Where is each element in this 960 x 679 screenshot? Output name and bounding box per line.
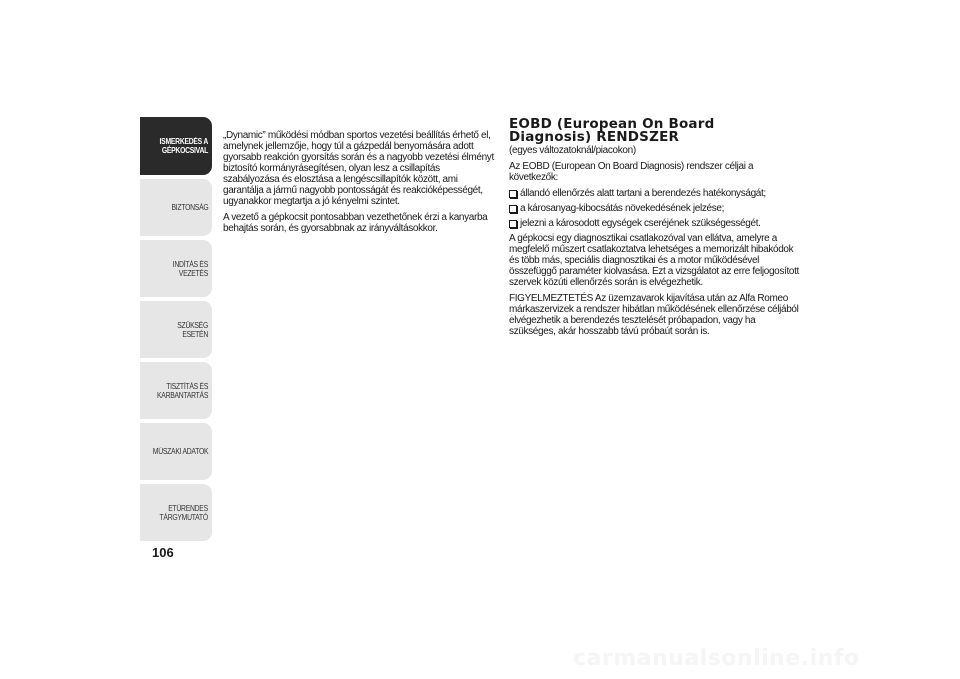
tab-ismerkedes[interactable]	[140, 117, 212, 175]
tab-label: INDÍTÁS ÉS VEZETÉS	[172, 259, 208, 278]
section-subtitle: (egyes változatoknál/piacokon)	[509, 145, 636, 156]
list-item-text: állandó ellenőrzés alatt tartani a berendezés hatékonyságát;	[520, 188, 766, 199]
dynamic-mode-paragraph: „Dynamic” működési módban sportos vezetési beállítás érhető el, amelynek jellemzője, hogy túl a gázpedál benyomására adott gyorsabb reakción gyorsítás során és a nagyobb vezetési élményt biztosító kormányrásegítésen, olyan lesz a csillapítás szabályozása és elosztása a lengéscsillapítók között, ami garantálja a jármű nagyobb pontosságát és reakcióképességét, ugyanakkor megtartja a jó kényelmi szintet.	[223, 130, 494, 207]
right-column	[509, 118, 799, 342]
tab-label: TISZTÍTÁS ÉS KARBANTARTÁS	[156, 381, 208, 400]
list-item	[509, 218, 799, 229]
chapter-tabs	[140, 117, 212, 545]
checkbox-bullet-icon	[509, 190, 517, 198]
tab-tisztitas-es-karbantartas[interactable]	[140, 362, 212, 419]
section-heading: EOBD (European On Board Diagnosis) RENDSZER	[509, 116, 715, 145]
driver-feel-paragraph: A vezető a gépkocsit pontosabban vezethetőnek érzi a kanyarba behajtás során, és gyorsabbnak az irányváltásokkor.	[223, 212, 488, 234]
tab-label: MŰSZAKI ADATOK	[152, 447, 208, 456]
list-item-text: jelezni a károsodott egységek cseréjének szükségességét.	[520, 218, 761, 229]
diagnostic-connector-paragraph: A gépkocsi egy diagnosztikai csatlakozóval van ellátva, amelyre a megfelelő műszert csatlakoztatva lehetséges a memorizált hibakódok és több más, speciális diagnosztikai és a motor működésével összefüggő paraméter kiolvasása. Ezt a vizsgálatot az erre feljogosított szervek közúti ellenőrzés során is elvégezhetik.	[509, 233, 799, 288]
list-item	[509, 203, 799, 214]
tab-biztonsag[interactable]	[140, 179, 212, 236]
tab-label: SZÜKSÉG ESETÉN	[177, 320, 208, 339]
tab-inditas-es-vezetes[interactable]	[140, 240, 212, 297]
tab-label: ISMERKEDÉS A GÉPKOCSIVAL	[159, 137, 208, 155]
tab-targymutato[interactable]	[140, 484, 212, 541]
list-item-text: a károsanyag-kibocsátás növekedésének jelzése;	[520, 203, 725, 214]
page-number: 106	[152, 545, 174, 560]
tab-szukseg-eseten[interactable]	[140, 301, 212, 358]
tab-label: BIZTONSÁG	[171, 203, 208, 212]
tab-muszaki-adatok[interactable]	[140, 423, 212, 480]
checkbox-bullet-icon	[509, 205, 517, 213]
warning-paragraph: FIGYELMEZTETÉS Az üzemzavarok kijavítása után az Alfa Romeo márkaszervizek a rendszer hibátlan működésének ellenőrzése céljából elvégezhetik a berendezés tesztelését próbapadon, vagy ha szükséges, akár hosszabb távú próbaút során is.	[509, 293, 799, 337]
left-column	[223, 130, 498, 239]
tab-label: ETŰRENDES TÁRGYMUTATÓ	[159, 503, 208, 522]
checkbox-bullet-icon	[509, 220, 517, 228]
watermark: carmanualsonline.info	[573, 646, 860, 671]
list-item	[509, 188, 799, 199]
intro-paragraph: Az EOBD (European On Board Diagnosis) rendszer céljai a következők:	[509, 161, 754, 183]
